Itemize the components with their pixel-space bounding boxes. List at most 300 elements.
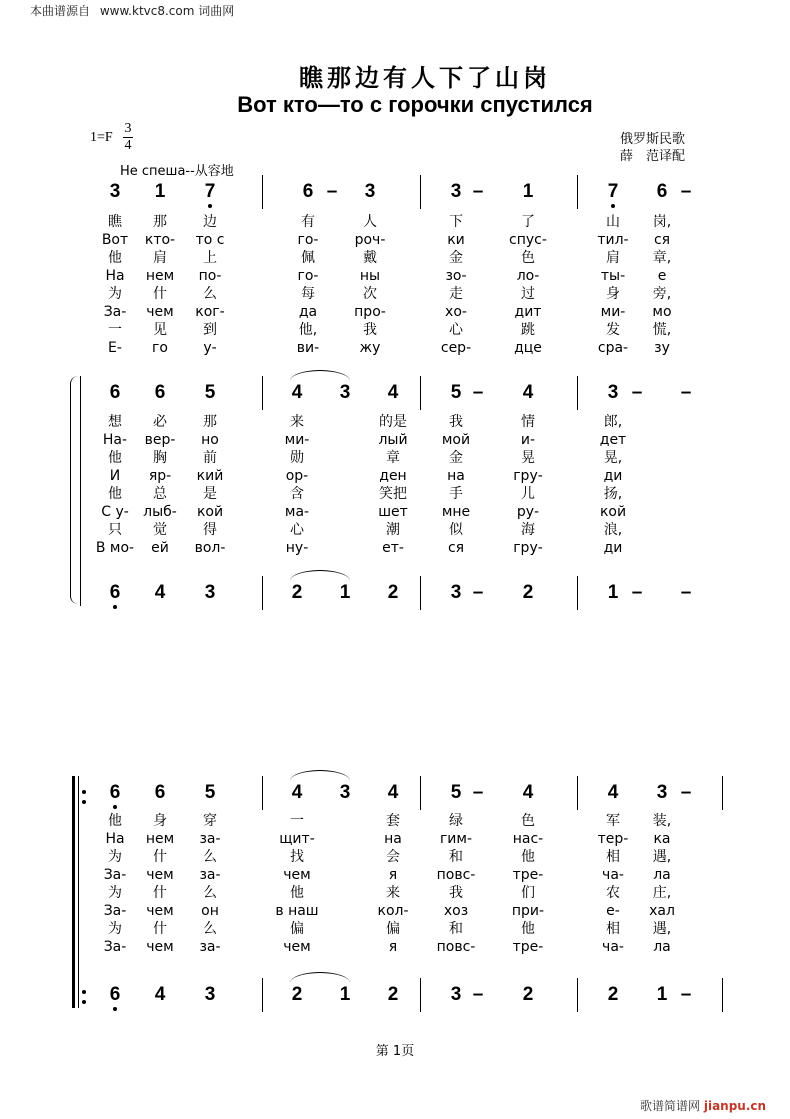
note: 5	[204, 382, 216, 403]
lyric-syllable: На	[105, 831, 125, 847]
source-url[interactable]: www.ktvc8.com	[99, 4, 195, 18]
bar-line	[577, 576, 578, 610]
lyric-syllable: ча-	[602, 939, 624, 955]
lyric-syllable: кой	[599, 504, 627, 520]
lyric-syllable: хоз	[443, 903, 469, 919]
bar-line	[262, 175, 263, 209]
lyric-syllable: на	[447, 468, 465, 484]
lyric-syllable: 晃	[521, 450, 535, 466]
lyric-syllable: гим-	[439, 831, 473, 847]
bar-line	[420, 776, 421, 810]
lyric-syllable: За-	[103, 304, 127, 320]
bar-line	[262, 576, 263, 610]
lower-note: –	[631, 582, 643, 603]
lower-note: 1	[339, 984, 351, 1005]
lyric-syllable: повс-	[436, 867, 476, 883]
lyric-syllable: 一	[108, 322, 122, 338]
lyric-syllable: 和	[449, 849, 463, 865]
lyric-syllable: ей	[151, 540, 169, 556]
lyric-syllable: щит-	[279, 831, 315, 847]
lyric-syllable: ла	[653, 939, 671, 955]
lyric-syllable: ког-	[195, 304, 225, 320]
note: 7	[599, 181, 627, 203]
lyric-syllable: вер-	[144, 432, 176, 448]
lyric-syllable: тер-	[597, 831, 629, 847]
lyric-syllable: 旁,	[652, 286, 672, 302]
lower-note: 1	[656, 984, 668, 1005]
lyric-syllable: 肩	[153, 250, 167, 266]
bar-line	[420, 175, 421, 209]
lyric-syllable: за-	[199, 867, 221, 883]
lower-note: 4	[154, 582, 166, 603]
lyric-syllable: 身	[153, 813, 167, 829]
lyric-syllable: 穿	[203, 813, 217, 829]
note: –	[680, 382, 692, 403]
lyric-syllable: спус-	[509, 232, 547, 248]
lyric-syllable: 们	[521, 885, 535, 901]
lyric-syllable: 么	[203, 921, 217, 937]
lower-note: –	[472, 582, 484, 603]
lyric-syllable: 只	[108, 522, 122, 538]
lyric-syllable: 含	[290, 486, 304, 502]
note: 1	[522, 181, 534, 202]
note: 4	[291, 782, 303, 803]
lyric-syllable: то с	[195, 232, 225, 248]
lyric-syllable: хал	[649, 903, 675, 919]
lyric-syllable: Е-	[108, 340, 122, 356]
note: 6	[656, 181, 668, 202]
lyric-syllable: На	[105, 268, 125, 284]
lyric-syllable: шет	[378, 504, 408, 520]
lyric-syllable: мо	[652, 304, 672, 320]
note: –	[472, 782, 484, 803]
lyric-syllable: тил-	[597, 232, 629, 248]
lyric-syllable: нас-	[512, 831, 544, 847]
note: 7	[196, 181, 224, 203]
lyric-syllable: при-	[511, 903, 545, 919]
bar-line	[262, 776, 263, 810]
lyric-syllable: 到	[203, 322, 217, 338]
lyric-syllable: За-	[103, 939, 127, 955]
lyric-syllable: 和	[449, 921, 463, 937]
lyric-syllable: кто-	[144, 232, 176, 248]
lyric-syllable: За-	[103, 903, 127, 919]
repeat-dot	[82, 800, 86, 804]
note: 6	[154, 782, 166, 803]
lyric-syllable: 来	[290, 414, 304, 430]
lyric-syllable: 来	[386, 885, 400, 901]
time-sig-top: 3	[124, 121, 132, 136]
bar-line	[72, 776, 75, 1008]
lyric-syllable: 笑把	[379, 486, 407, 502]
lyric-syllable: за-	[199, 831, 221, 847]
note: 6	[154, 382, 166, 403]
repeat-dot	[82, 990, 86, 994]
lyric-syllable: 一	[290, 813, 304, 829]
lyric-syllable: 发	[606, 322, 620, 338]
note: –	[326, 181, 338, 202]
lyric-syllable: 绿	[449, 813, 463, 829]
lyric-syllable: сра-	[597, 340, 629, 356]
lyric-syllable: ча-	[602, 867, 624, 883]
lyric-syllable: ди	[603, 468, 623, 484]
lower-note: 2	[291, 582, 303, 603]
lyric-syllable: 为	[108, 885, 122, 901]
key-signature: 1=F	[90, 130, 113, 145]
lyric-syllable: 那	[203, 414, 217, 430]
lyric-syllable: 农	[606, 885, 620, 901]
lyric-syllable: 勋	[290, 450, 304, 466]
lyric-syllable: 手	[449, 486, 463, 502]
lyric-syllable: 那	[153, 214, 167, 230]
lyric-syllable: 相	[606, 849, 620, 865]
bar-line	[722, 978, 723, 1012]
lyric-syllable: 扬,	[603, 486, 623, 502]
lyric-syllable: 军	[606, 813, 620, 829]
lyric-syllable: 情	[521, 414, 535, 430]
lyric-syllable: 跳	[521, 322, 535, 338]
lyric-syllable: чем	[146, 903, 174, 919]
note: 6	[302, 181, 314, 202]
lyric-syllable: 他	[290, 885, 304, 901]
lyric-syllable: 遇,	[652, 849, 672, 865]
lower-note: 2	[522, 984, 534, 1005]
lyric-syllable: ми-	[600, 304, 626, 320]
lower-note: 3	[450, 582, 462, 603]
bar-line	[420, 978, 421, 1012]
lower-note: 1	[607, 582, 619, 603]
bar-line	[420, 576, 421, 610]
tempo-marking: Не спеша--从容地	[120, 164, 234, 179]
lyric-syllable: 上	[203, 250, 217, 266]
lyric-syllable: 潮	[386, 522, 400, 538]
note: –	[472, 181, 484, 202]
lyric-syllable: чем	[146, 304, 174, 320]
credit-origin: 俄罗斯民歌	[620, 132, 686, 147]
lyric-syllable: яр-	[148, 468, 172, 484]
lyric-syllable: За-	[103, 867, 127, 883]
lyric-syllable: и-	[520, 432, 536, 448]
lyric-syllable: ми-	[284, 432, 310, 448]
bar-line	[577, 376, 578, 410]
slur	[290, 570, 350, 581]
bar-line	[262, 978, 263, 1012]
note: –	[631, 382, 643, 403]
lyric-syllable: 见	[153, 322, 167, 338]
note: 3	[339, 382, 351, 403]
lyric-syllable: На-	[102, 432, 128, 448]
lyric-syllable: ты-	[600, 268, 626, 284]
lyric-syllable: 过	[521, 286, 535, 302]
lyric-syllable: ден	[379, 468, 407, 484]
lyric-syllable: 色	[521, 250, 535, 266]
lyric-syllable: 我	[363, 322, 377, 338]
lyric-syllable: В мо-	[95, 540, 135, 556]
lower-note: 1	[339, 582, 351, 603]
lyric-syllable: 遇,	[652, 921, 672, 937]
lyric-syllable: дце	[514, 340, 542, 356]
lyric-syllable: 的是	[379, 414, 407, 430]
lyric-syllable: И	[109, 468, 121, 484]
lower-note: 2	[387, 582, 399, 603]
lyric-syllable: по-	[198, 268, 222, 284]
lyric-syllable: 肩	[606, 250, 620, 266]
lower-note: –	[680, 984, 692, 1005]
lyric-syllable: да	[298, 304, 318, 320]
lyric-syllable: ви-	[296, 340, 320, 356]
lyric-syllable: 走	[449, 286, 463, 302]
lyric-syllable: кий	[196, 468, 224, 484]
lyric-syllable: 佩	[301, 250, 315, 266]
note: 3	[109, 181, 121, 202]
lower-note: –	[680, 582, 692, 603]
bar-line	[577, 175, 578, 209]
lower-note: 3	[204, 582, 216, 603]
lyric-syllable: 似	[449, 522, 463, 538]
lyric-syllable: 有	[301, 214, 315, 230]
lyric-syllable: 金	[449, 450, 463, 466]
lyric-syllable: 山	[606, 214, 620, 230]
lyric-syllable: ки	[447, 232, 465, 248]
lyric-syllable: ор-	[285, 468, 309, 484]
slur	[290, 770, 350, 781]
lyric-syllable: 他	[108, 486, 122, 502]
lyric-syllable: зо-	[445, 268, 467, 284]
page-number: 第 1页	[375, 1044, 415, 1059]
lyric-syllable: ди	[603, 540, 623, 556]
lyric-syllable: 装,	[652, 813, 672, 829]
lyric-syllable: дет	[599, 432, 627, 448]
lyric-syllable: тре-	[512, 867, 544, 883]
footer-url: jianpu.cn	[703, 1099, 767, 1113]
lower-note: 2	[522, 582, 534, 603]
lyric-syllable: 会	[386, 849, 400, 865]
note: 5	[450, 782, 462, 803]
bar-line	[577, 776, 578, 810]
lyric-syllable: про-	[354, 304, 386, 320]
lyric-syllable: 必	[153, 414, 167, 430]
bar-line	[577, 978, 578, 1012]
lyric-syllable: 心	[449, 322, 463, 338]
footer-brand: 歌谱简谱网	[640, 1099, 701, 1113]
time-signature	[123, 121, 133, 154]
lyric-syllable: го-	[297, 268, 319, 284]
lyric-syllable: лыб-	[143, 504, 177, 520]
lyric-syllable: 什	[153, 921, 167, 937]
lyric-syllable: 庄,	[652, 885, 672, 901]
note: 4	[387, 382, 399, 403]
lyric-syllable: е	[657, 268, 667, 284]
lyric-syllable: 找	[290, 849, 304, 865]
title-russian: Вот кто—то с горочки спустился	[237, 92, 593, 117]
slur	[290, 972, 350, 983]
lyric-syllable: 么	[203, 286, 217, 302]
lyric-syllable: 浪,	[603, 522, 623, 538]
lyric-syllable: чем	[283, 939, 311, 955]
note: –	[680, 782, 692, 803]
lyric-syllable: за-	[199, 939, 221, 955]
lyric-syllable: 他	[521, 849, 535, 865]
note: 4	[607, 782, 619, 803]
repeat-dot	[82, 790, 86, 794]
lyric-syllable: 郎,	[603, 414, 623, 430]
lyric-syllable: 心	[290, 522, 304, 538]
lower-note: 3	[204, 984, 216, 1005]
lyric-syllable: я	[388, 939, 398, 955]
lyric-syllable: на	[384, 831, 402, 847]
lyric-syllable: 边	[203, 214, 217, 230]
slur	[290, 370, 350, 381]
lyric-syllable: 儿	[521, 486, 535, 502]
lyric-syllable: 么	[203, 885, 217, 901]
source-site: 词曲网	[198, 4, 235, 18]
lyric-syllable: жу	[359, 340, 381, 356]
lyric-syllable: ну-	[285, 540, 309, 556]
bar-line	[80, 376, 81, 606]
lyric-syllable: я	[388, 867, 398, 883]
lyric-syllable: хо-	[445, 304, 467, 320]
lower-note: 6	[101, 582, 129, 604]
lyric-syllable: 他	[108, 450, 122, 466]
bar-line	[420, 376, 421, 410]
lyric-syllable: 为	[108, 849, 122, 865]
note: 3	[339, 782, 351, 803]
lyric-syllable: 胸	[153, 450, 167, 466]
bar-line	[722, 776, 723, 810]
lyric-syllable: 瞧	[108, 214, 122, 230]
lyric-syllable: 晃,	[603, 450, 623, 466]
lyric-syllable: кой	[196, 504, 224, 520]
time-sig-bottom: 4	[124, 138, 132, 153]
lyric-syllable: 他	[108, 250, 122, 266]
lyric-syllable: 戴	[363, 250, 377, 266]
lyric-syllable: кол-	[377, 903, 409, 919]
lyric-syllable: 前	[203, 450, 217, 466]
lyric-syllable: 他	[521, 921, 535, 937]
lyric-syllable: 什	[153, 885, 167, 901]
note: 5	[450, 382, 462, 403]
lyric-syllable: 什	[153, 849, 167, 865]
lyric-syllable: ло-	[516, 268, 540, 284]
lower-note: 2	[607, 984, 619, 1005]
lower-note: 6	[101, 984, 129, 1006]
lyric-syllable: го	[152, 340, 168, 356]
lyric-syllable: ет-	[382, 540, 404, 556]
lyric-syllable: 我	[449, 414, 463, 430]
lyric-syllable: дит	[514, 304, 542, 320]
lyric-syllable: роч-	[354, 232, 386, 248]
footer-watermark	[640, 1097, 766, 1114]
lower-note: 3	[450, 984, 462, 1005]
lyric-syllable: тре-	[512, 939, 544, 955]
lyric-syllable: 么	[203, 849, 217, 865]
note: –	[680, 181, 692, 202]
note: –	[472, 382, 484, 403]
lyric-syllable: 偏	[386, 921, 400, 937]
note: 6	[101, 782, 129, 804]
credit-translator: 薛 范译配	[620, 149, 686, 164]
lyric-syllable: гру-	[513, 540, 543, 556]
lyric-syllable: зу	[654, 340, 670, 356]
lyric-syllable: мой	[441, 432, 471, 448]
note: 4	[387, 782, 399, 803]
lyric-syllable: сер-	[440, 340, 472, 356]
lyric-syllable: вол-	[194, 540, 226, 556]
lyric-syllable: 他	[108, 813, 122, 829]
lyric-syllable: С у-	[101, 504, 129, 520]
lyric-syllable: чем	[283, 867, 311, 883]
lyric-syllable: 次	[363, 286, 377, 302]
lyric-syllable: 章	[386, 450, 400, 466]
lyric-syllable: ся	[653, 232, 671, 248]
note: 3	[364, 181, 376, 202]
lyric-syllable: ру-	[516, 504, 540, 520]
lyric-syllable: 了	[521, 214, 535, 230]
lyric-syllable: 金	[449, 250, 463, 266]
lyric-syllable: 每	[301, 286, 315, 302]
note: 1	[154, 181, 166, 202]
lyric-syllable: 想	[108, 414, 122, 430]
lyric-syllable: но	[201, 432, 219, 448]
lyric-syllable: нем	[145, 831, 175, 847]
lyric-syllable: 下	[449, 214, 463, 230]
lyric-syllable: 人	[363, 214, 377, 230]
lyric-syllable: у-	[203, 340, 217, 356]
lyric-syllable: 是	[203, 486, 217, 502]
lyric-syllable: 我	[449, 885, 463, 901]
lyric-syllable: лый	[378, 432, 408, 448]
source-header	[30, 2, 234, 19]
lower-note: –	[472, 984, 484, 1005]
lower-note: 2	[291, 984, 303, 1005]
lyric-syllable: 色	[521, 813, 535, 829]
lyric-syllable: 海	[521, 522, 535, 538]
title-chinese: 瞧那边有人下了山岗	[299, 63, 551, 92]
lyric-syllable: 什	[153, 286, 167, 302]
repeat-dot	[82, 1000, 86, 1004]
lyric-syllable: 偏	[290, 921, 304, 937]
lyric-syllable: гру-	[513, 468, 543, 484]
lyric-syllable: Вот	[101, 232, 129, 248]
note: 4	[522, 782, 534, 803]
lower-note: 2	[387, 984, 399, 1005]
note: 4	[522, 382, 534, 403]
lyric-syllable: 章,	[652, 250, 672, 266]
lyric-syllable: 岗,	[652, 214, 672, 230]
source-label: 本曲谱源自	[30, 4, 91, 18]
lyric-syllable: е-	[606, 903, 620, 919]
lyric-syllable: он	[201, 903, 219, 919]
note: 5	[204, 782, 216, 803]
bar-line	[262, 376, 263, 410]
lyric-syllable: 为	[108, 921, 122, 937]
note: 3	[450, 181, 462, 202]
lyric-syllable: 套	[386, 813, 400, 829]
lyric-syllable: мне	[441, 504, 471, 520]
lyric-syllable: ны	[359, 268, 381, 284]
note: 4	[291, 382, 303, 403]
lyric-syllable: нем	[145, 268, 175, 284]
lyric-syllable: повс-	[436, 939, 476, 955]
lyric-syllable: 觉	[153, 522, 167, 538]
lyric-syllable: в наш	[275, 903, 319, 919]
lyric-syllable: го-	[297, 232, 319, 248]
lyric-syllable: 总	[153, 486, 167, 502]
lyric-syllable: 相	[606, 921, 620, 937]
lower-note: 4	[154, 984, 166, 1005]
note: 6	[109, 382, 121, 403]
note: 3	[656, 782, 668, 803]
